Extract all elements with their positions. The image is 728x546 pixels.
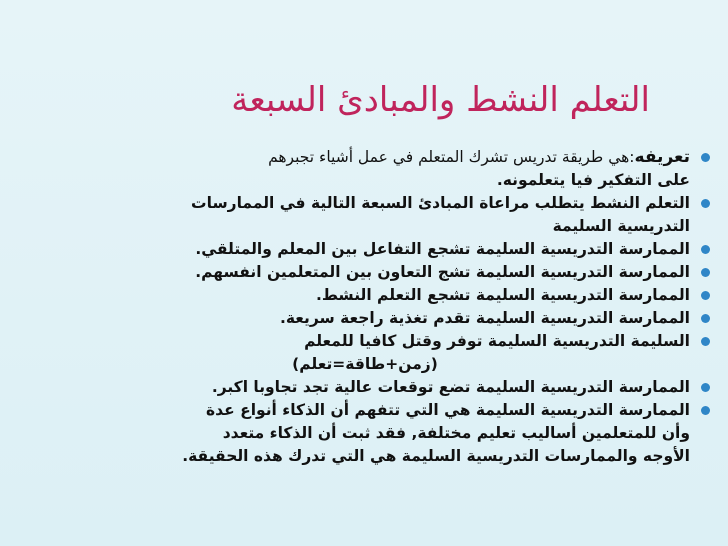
bullet-dot-icon [701,383,710,392]
bullet-dot-icon [701,406,710,415]
slide-title: التعلم النشط والمبادئ السبعة [231,80,650,120]
definition-text: :هي طريقة تدريس تشرك المتعلم في عمل أشياء تجبرهم [268,148,635,166]
bullet-text: الممارسة التدريسية السليمة تشجع التفاعل بين المعلم والمتلقي. [195,240,690,258]
bullet-text: الممارسة التدريسية السليمة تشج التعاون بين المتعلمين انفسهم. [195,263,690,281]
bullet-principle-7 [40,399,710,468]
bullet-principle-1 [40,238,710,261]
bullet-dot-icon [701,153,710,162]
slide-content [40,146,710,468]
bullet-text: الممارسة التدريسية السليمة تضع توقعات عالية تجد تجاوبا اكبر. [211,378,690,396]
bullet-principle-2 [40,261,710,284]
bullet-principle-3 [40,284,710,307]
bullet-text [40,146,690,169]
bullet-dot-icon [701,268,710,277]
bullet-text-continuation: على التفكير فيا يتعلمونه. [496,171,690,189]
bullet-dot-icon [701,199,710,208]
bullet-principles-intro [40,192,710,238]
bullet-text: الممارسة التدريسية السليمة تشجع التعلم النشط. [315,286,690,304]
bullet-text: الممارسة التدريسية السليمة هي التي تتفهم أن الذكاء أنواع عدة [206,401,690,419]
bullet-text-continuation: (زمن+طاقة=تعلم) [292,355,438,373]
bullet-dot-icon [701,291,710,300]
definition-term: تعريفه [634,147,690,167]
bullet-dot-icon [701,245,710,254]
bullet-list [40,146,710,468]
bullet-principle-4 [40,307,710,330]
bullet-text-continuation: التدريسية السليمة [552,217,690,235]
bullet-dot-icon [701,314,710,323]
bullet-dot-icon [701,337,710,346]
bullet-text-continuation: وأن للمتعلمين أساليب تعليم مختلفة, فقد ثبت أن الذكاء متعدد [222,424,690,442]
bullet-text: السليمة التدريسية السليمة توفر وقتل كافيا للمعلم [304,332,690,350]
bullet-text: التعلم النشط يتطلب مراعاة المبادئ السبعة التالية في الممارسات [191,194,690,212]
bullet-principle-6 [40,376,710,399]
bullet-definition [40,146,710,192]
bullet-principle-5 [40,330,710,376]
bullet-text-continuation: الأوجه والممارسات التدريسية السليمة هي التي تدرك هذه الحقيقة. [182,447,690,465]
bullet-text: الممارسة التدريسية السليمة تقدم تغذية راجعة سريعة. [279,309,690,327]
